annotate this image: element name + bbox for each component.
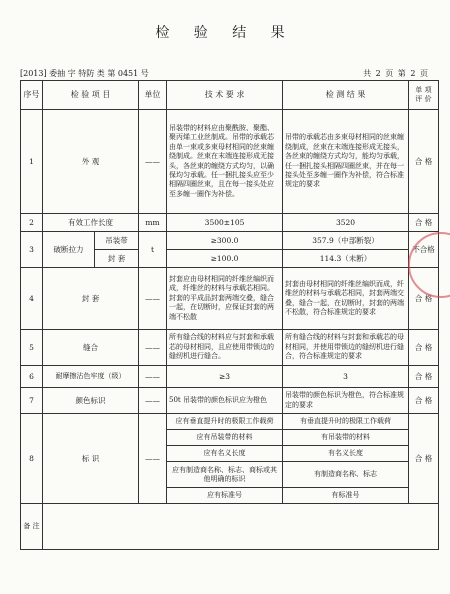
row-result: 3520 [283, 214, 409, 232]
table-row [21, 268, 439, 330]
page-indicator: 共 2 页 第 2 页 [363, 69, 428, 78]
row-item: 缝合 [43, 330, 139, 366]
table-row [21, 232, 439, 250]
row-unit: —— [139, 414, 167, 504]
row-result: 吊带的承载芯由多束母材相同的丝束缠绕制成，丝束在末端连接形成无接头，各丝束的缠绕方式均匀，能均匀承载，任一捆扎接头相隔四圈丝束，并在每一接头处至多缠一圈作为补偿，符合标准规定的要求 [283, 110, 409, 214]
row-evaluation: 合 格 [409, 330, 439, 366]
row-subitem: 吊装带 [95, 232, 139, 250]
row-result: 3 [283, 366, 409, 388]
table-row [21, 330, 439, 366]
row-result: 114.3（未断） [283, 250, 409, 268]
row-evaluation: 合 格 [409, 414, 439, 504]
row-requirement: 应有标准号 [167, 488, 283, 504]
row-number: 8 [21, 414, 43, 504]
row-item: 颜色标识 [43, 388, 139, 414]
row-requirement: ≥300.0 [167, 232, 283, 250]
row-remarks-content [43, 504, 439, 550]
row-number: 5 [21, 330, 43, 366]
row-evaluation: 合 格 [409, 214, 439, 232]
header-requirement: 技 术 要 求 [167, 81, 283, 110]
row-requirement: ≥3 [167, 366, 283, 388]
row-result: 有标准号 [283, 488, 409, 504]
table-row [21, 414, 439, 430]
row-item: 标 识 [43, 414, 139, 504]
header-result: 检 测 结 果 [283, 81, 409, 110]
row-requirement: 应有名义长度 [167, 446, 283, 462]
row-evaluation: 合 格 [409, 366, 439, 388]
row-number: 7 [21, 388, 43, 414]
row-requirement: 50t 吊装带的颜色标识应为橙色 [167, 388, 283, 414]
row-number: 4 [21, 268, 43, 330]
row-requirement: 应有制造商名称、标志、商标或其他明确的标识 [167, 462, 283, 488]
row-item: 有效工作长度 [43, 214, 139, 232]
row-unit: —— [139, 330, 167, 366]
row-result: 有垂直提升时的极限工作载荷 [283, 414, 409, 430]
row-result: 所有缝合线的材料与封套和承载芯的母材相同，并使用带锁边的缝纫机进行缝合，符合标准规定的要求 [283, 330, 409, 366]
row-remarks-label: 备 注 [21, 504, 43, 550]
row-evaluation: 合 格 [409, 388, 439, 414]
row-number: 2 [21, 214, 43, 232]
header-unit: 单位 [139, 81, 167, 110]
table-row-remarks [21, 504, 439, 550]
row-item: 封 套 [43, 268, 139, 330]
row-unit: mm [139, 214, 167, 232]
row-requirement: 3500±105 [167, 214, 283, 232]
row-number: 6 [21, 366, 43, 388]
row-number: 1 [21, 110, 43, 214]
row-result: 357.9（中部断裂） [283, 232, 409, 250]
header-no: 序号 [21, 81, 43, 110]
row-result: 吊装带的颜色标识为橙色，符合标准规定的要求 [283, 388, 409, 414]
row-number: 3 [21, 232, 43, 268]
row-evaluation: 合 格 [409, 110, 439, 214]
row-unit: t [139, 232, 167, 268]
row-unit: —— [139, 388, 167, 414]
row-requirement: 应有吊装带的材料 [167, 430, 283, 446]
table-row [21, 366, 439, 388]
table-header-row [21, 81, 439, 110]
table-row [21, 110, 439, 214]
inspection-results-table [20, 80, 439, 550]
row-evaluation: 合 格 [409, 268, 439, 330]
row-requirement: 封套应由母材相同的纤维丝编织而成，纤维丝的材料与承载芯相同。封套的平成品封套两端交叠，缝合一起，在切断时，应保证封套的两端不松散 [167, 268, 283, 330]
row-result: 有制造商名称、标志 [283, 462, 409, 488]
table-row [21, 214, 439, 232]
row-result: 封套由母材相同的纤维丝编织而成，纤维丝的材料与承载芯相同，封套两端交叠，缝合一起，在切断时，封套的两端不松散，符合标准规定的要求 [283, 268, 409, 330]
row-item: 外 观 [43, 110, 139, 214]
row-subitem: 封 套 [95, 250, 139, 268]
row-requirement: 吊装带的材料应由聚酰胺、聚酯、聚丙烯工业丝制成。吊带的承载芯由单一束或多束母材相同的丝束缠绕制成。丝束在末端连接形成无接头，各丝束的缠绕方式均匀，以确保均匀承载。任一捆扎接头应至少相隔四圈丝束，且在每一接头处应至多缠一圈作为补偿。 [167, 110, 283, 214]
document-number: [2013] 委抽 字 特防 类 第 0451 号 [20, 69, 149, 78]
row-unit: —— [139, 268, 167, 330]
table-row [21, 388, 439, 414]
row-requirement: 所有缝合线的材料应与封套和承载芯的母材相同，且应使用带锁边的缝纫机进行缝合。 [167, 330, 283, 366]
row-evaluation: 不合格 [409, 232, 439, 268]
row-unit: —— [139, 110, 167, 214]
row-result: 有吊装带的材料 [283, 430, 409, 446]
row-result: 有名义长度 [283, 446, 409, 462]
header-evaluation: 单 项 评 价 [409, 81, 439, 110]
header-item: 检 验 项 目 [43, 81, 139, 110]
row-item: 耐摩擦沾色牢度（级） [43, 366, 139, 388]
row-item: 破断拉力 [43, 232, 95, 268]
page-title: 检 验 结 果 [155, 25, 295, 41]
row-requirement: ≥100.0 [167, 250, 283, 268]
row-requirement: 应有垂直提升时的极限工作载荷 [167, 414, 283, 430]
row-unit: —— [139, 366, 167, 388]
